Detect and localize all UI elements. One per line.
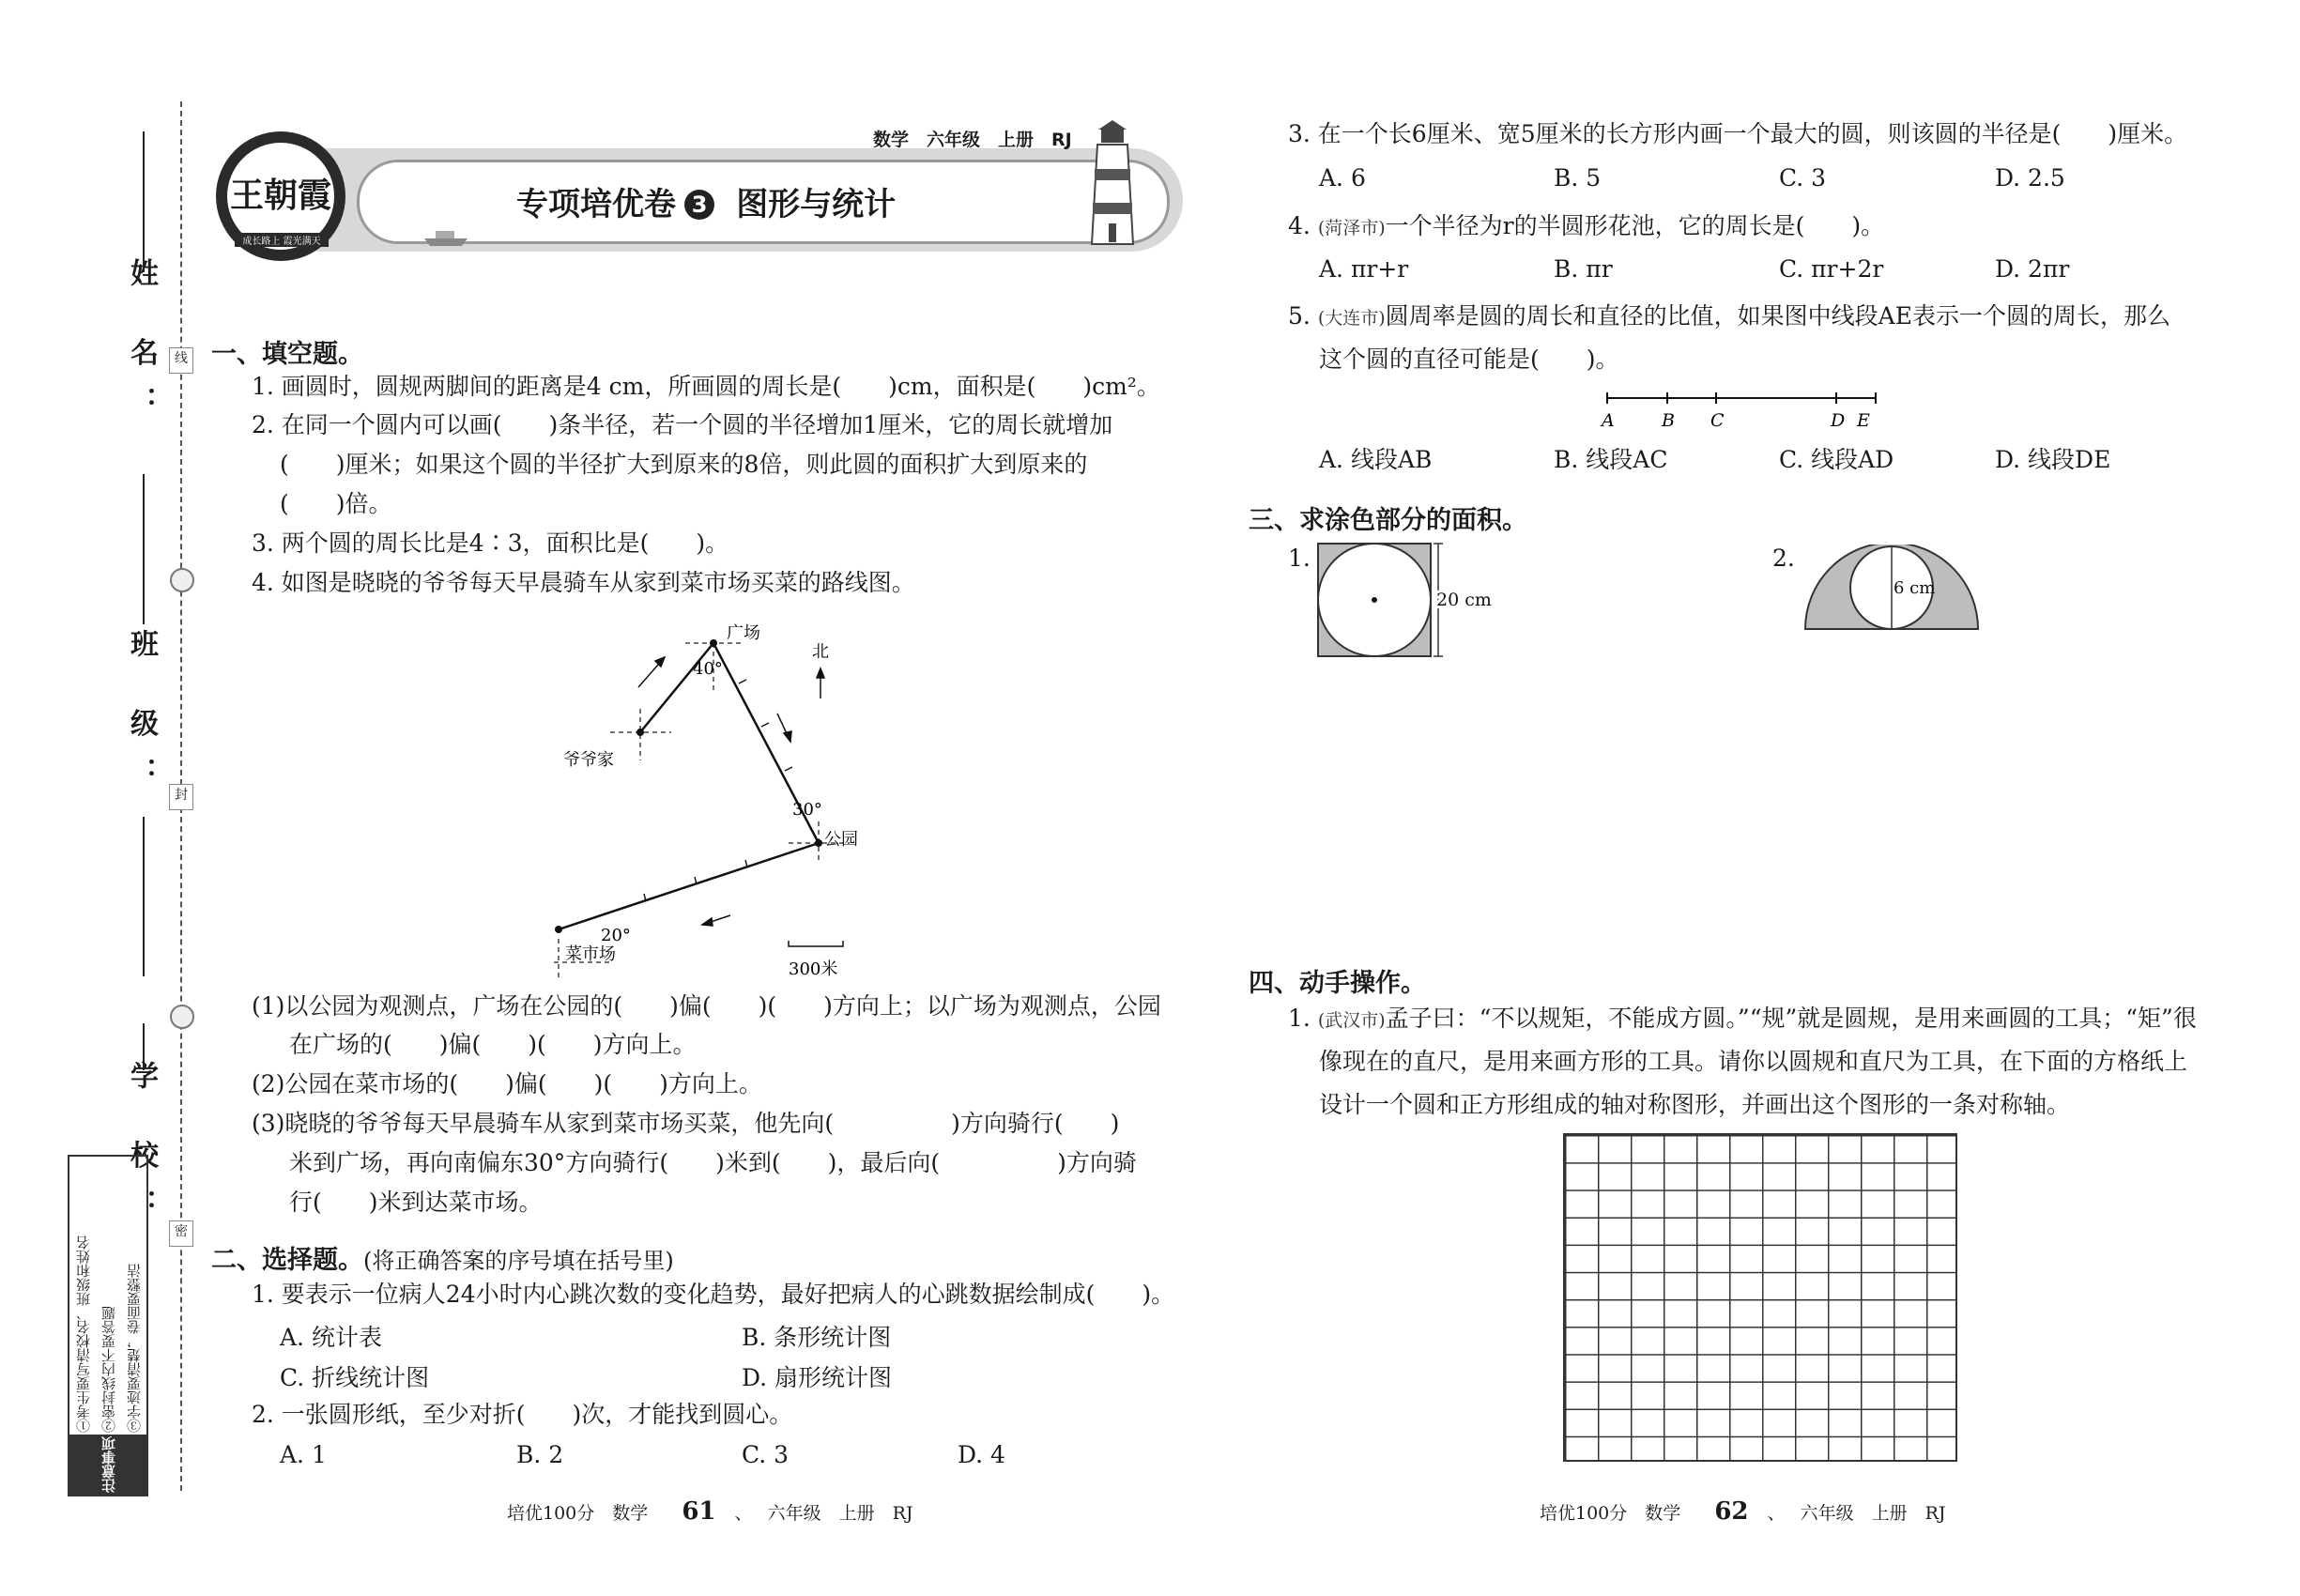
fig1-dim-label: 20 cm (1436, 590, 1492, 610)
s2-q4-num: 4. (1288, 212, 1318, 239)
s2-q3-opt-b: B. 5 (1554, 164, 1602, 192)
s2-q5-num: 5. (1288, 302, 1318, 330)
notice-item-2: ②密封线内不要答题 (100, 1306, 117, 1433)
s4-q1-row (1288, 1003, 2197, 1036)
s4-q1-source: (武汉市) (1317, 1010, 1386, 1031)
seg-label-c: C (1710, 410, 1725, 431)
seal-char-2: 封 (175, 788, 188, 803)
s2-q2-opt-c: C. 3 (742, 1441, 790, 1468)
segment-figure (1596, 385, 1887, 432)
map-label-north: 北 (812, 642, 829, 662)
notice-item-3: ③字迹要清楚，卷面要整洁 (126, 1264, 143, 1433)
s2-q5-opt-d: D. 线段DE (1995, 446, 2111, 473)
s2-q4-source: (菏泽市) (1317, 218, 1386, 238)
s1-q4-part3-line2: 米到广场，再向南偏东30°方向骑行( )米到( )，最后向( )方向骑 (289, 1149, 1137, 1176)
logo-badge (216, 131, 345, 261)
footer-left-sep: 、 (734, 1503, 753, 1524)
s1-q2-line2: ( )厘米；如果这个圆的半径扩大到原来的8倍，则此圆的面积扩大到原来的 (280, 451, 1088, 478)
map-scale-label: 300米 (789, 959, 838, 979)
s2-q4-opt-a: A. πr+r (1319, 255, 1409, 283)
header-meta: 数学 六年级 上册 RJ (873, 130, 1072, 150)
school-line (143, 1023, 145, 1070)
seg-label-d: D (1831, 410, 1846, 431)
s3-fig1-num: 1. (1288, 545, 1311, 572)
footer-right-text1: 培优100分 数学 (1540, 1503, 1681, 1524)
s2-q1-opt-d: D. 扇形统计图 (742, 1364, 893, 1391)
shaded-figure-1 (1314, 540, 1530, 662)
notice-title (69, 1435, 146, 1495)
s4-q1-line2: 像现在的直尺，是用来画方形的工具。请你以圆规和直尺为工具，在下面的方格纸上 (1319, 1048, 2188, 1075)
s2-q5-source: (大连市) (1317, 308, 1386, 329)
route-map (507, 601, 939, 986)
s1-q3: 3. 两个圆的周长比是4∶3，面积比是( )。 (252, 529, 729, 557)
s2-q2-opt-d: D. 4 (958, 1441, 1005, 1468)
s3-heading: 三、求涂色部分的面积。 (1249, 506, 1527, 535)
s2-q3: 3. 在一个长6厘米、宽5厘米的长方形内画一个最大的圆，则该圆的半径是( )厘米。 (1288, 120, 2188, 147)
s1-q4: 4. 如图是晓晓的爷爷每天早晨骑车从家到菜市场买菜的路线图。 (252, 569, 915, 596)
s1-q4-part3-line3: 行( )米到达菜市场。 (289, 1189, 543, 1216)
map-angle-20: 20° (601, 926, 631, 945)
s4-q1-text-1: 孟子曰：“不以规矩，不能成方圆。”“规”就是圆规，是用来画圆的工具；“矩”很 (1385, 1005, 2197, 1032)
map-angle-40: 40° (693, 659, 723, 679)
logo-tagline: 成长路上 霞光满天 (235, 233, 329, 247)
s2-q2: 2. 一张圆形纸，至少对折( )次，才能找到圆心。 (252, 1401, 793, 1428)
s4-heading: 四、动手操作。 (1249, 969, 1426, 998)
notice-item-1: ①考生要写清校名、班级和姓名 (75, 1235, 92, 1433)
seal-char-mi (169, 1220, 193, 1247)
s1-q2-line3: ( )倍。 (280, 490, 392, 517)
s1-q4-part1-line1: (1)以公园为观测点，广场在公园的( )偏( )( )方向上；以广场为观测点，公园 (252, 992, 1161, 1020)
s2-q5-opt-a: A. 线段AB (1319, 446, 1433, 473)
s1-q4-part2: (2)公园在菜市场的( )偏( )( )方向上。 (252, 1070, 762, 1097)
s2-q4-text: 一个半径为r的半圆形花池，它的周长是( )。 (1385, 212, 1885, 239)
header-title-row (516, 178, 896, 224)
grid-paper[interactable] (1563, 1133, 1957, 1462)
footer-right-sep: 、 (1767, 1503, 1786, 1524)
map-label-market: 菜市场 (565, 944, 616, 964)
s2-q4-opt-b: B. πr (1554, 255, 1613, 283)
s2-q3-opt-c: C. 3 (1779, 164, 1827, 192)
map-angle-30: 30° (792, 800, 822, 820)
seg-label-b: B (1662, 410, 1675, 431)
s2-q4-opt-d: D. 2πr (1995, 255, 2070, 283)
logo-text: 王朝霞 (229, 176, 331, 215)
class-label: 班 级： (125, 629, 158, 806)
seal-stamp-2 (170, 1005, 194, 1029)
school-label: 学 校： (125, 1061, 158, 1238)
map-label-square: 广场 (727, 623, 760, 643)
seg-label-e: E (1857, 410, 1870, 431)
s2-q4-row (1288, 210, 1884, 244)
s1-q2-line1: 2. 在同一个圆内可以画( )条半径，若一个圆的半径增加1厘米，它的周长就增加 (252, 411, 1113, 438)
header-title: 专项培优卷 (516, 186, 676, 223)
s1-q1: 1. 画圆时，圆规两脚间的距离是4 cm，所画圆的周长是( )cm，面积是( )cm²。 (252, 373, 1160, 400)
s2-q5-opt-b: B. 线段AC (1554, 446, 1668, 473)
s4-q1-num: 1. (1288, 1005, 1318, 1032)
footer-left-text2: 六年级 上册 RJ (767, 1503, 913, 1524)
s2-q1-opt-c: C. 折线统计图 (280, 1364, 430, 1391)
footer-left-text1: 培优100分 数学 (507, 1503, 649, 1524)
seal-char-3: 密 (175, 1224, 188, 1239)
s1-heading: 一、填空题。 (211, 340, 363, 369)
seg-label-a: A (1602, 410, 1615, 431)
header-banner (216, 131, 1192, 258)
footer-left-page: 61 (682, 1497, 716, 1526)
boat-icon (422, 225, 469, 249)
notice-box (68, 1155, 148, 1496)
s2-q4-opt-c: C. πr+2r (1779, 255, 1884, 283)
s2-q2-opt-b: B. 2 (516, 1441, 564, 1468)
s2-q5-text-1: 圆周率是圆的周长和直径的比值，如果图中线段AE表示一个圆的周长，那么 (1385, 302, 2170, 330)
s2-q3-opt-d: D. 2.5 (1995, 164, 2065, 192)
s1-q4-part3-line1: (3)晓晓的爷爷每天早晨骑车从家到菜市场买菜，他先向( )方向骑行( ) (252, 1110, 1120, 1137)
class-line-2 (143, 817, 145, 976)
s2-q5-line2: 这个圆的直径可能是( )。 (1319, 345, 1619, 373)
s2-q1: 1. 要表示一位病人24小时内心跳次数的变化趋势，最好把病人的心跳数据绘制成( )。 (252, 1281, 1175, 1308)
seal-char-1: 线 (175, 351, 188, 366)
lighthouse-icon (1084, 120, 1141, 247)
seal-char-line (169, 347, 193, 374)
class-line (143, 474, 145, 624)
seal-char-feng (169, 784, 193, 810)
s2-q1-opt-b: B. 条形统计图 (742, 1324, 892, 1351)
header-title-num: 3 (684, 190, 714, 220)
map-label-park: 公园 (824, 830, 858, 850)
s2-q2-opt-a: A. 1 (280, 1441, 327, 1468)
notice-items (73, 1160, 144, 1433)
s2-heading-row (211, 1239, 674, 1276)
s2-q5-row (1288, 300, 2170, 334)
s1-q4-part1-line2: 在广场的( )偏( )( )方向上。 (289, 1031, 697, 1058)
s3-fig2-num: 2. (1772, 545, 1795, 572)
notice-title-text: 注意事项 (100, 1436, 117, 1493)
fig2-dim-label: 6 cm (1894, 578, 1936, 598)
seal-stamp-1 (170, 568, 194, 592)
s2-heading: 二、选择题。 (211, 1246, 363, 1275)
s2-note: (将正确答案的序号填在括号里) (363, 1248, 674, 1274)
map-label-grandpa: 爷爷家 (563, 750, 614, 770)
footer-right-text2: 六年级 上册 RJ (1800, 1503, 1946, 1524)
footer-left (507, 1497, 913, 1526)
s2-q3-opt-a: A. 6 (1319, 164, 1366, 192)
shaded-figure-2 (1798, 545, 1986, 638)
footer-right (1540, 1497, 1946, 1526)
s2-q1-opt-a: A. 统计表 (280, 1324, 382, 1351)
name-label: 姓 名： (125, 258, 158, 436)
s2-q5-opt-c: C. 线段AD (1779, 446, 1894, 473)
s4-q1-line3: 设计一个圆和正方形组成的轴对称图形，并画出这个图形的一条对称轴。 (1319, 1091, 2071, 1118)
name-line (143, 131, 145, 272)
header-subtitle: 图形与统计 (736, 186, 897, 223)
footer-right-page: 62 (1714, 1497, 1749, 1526)
